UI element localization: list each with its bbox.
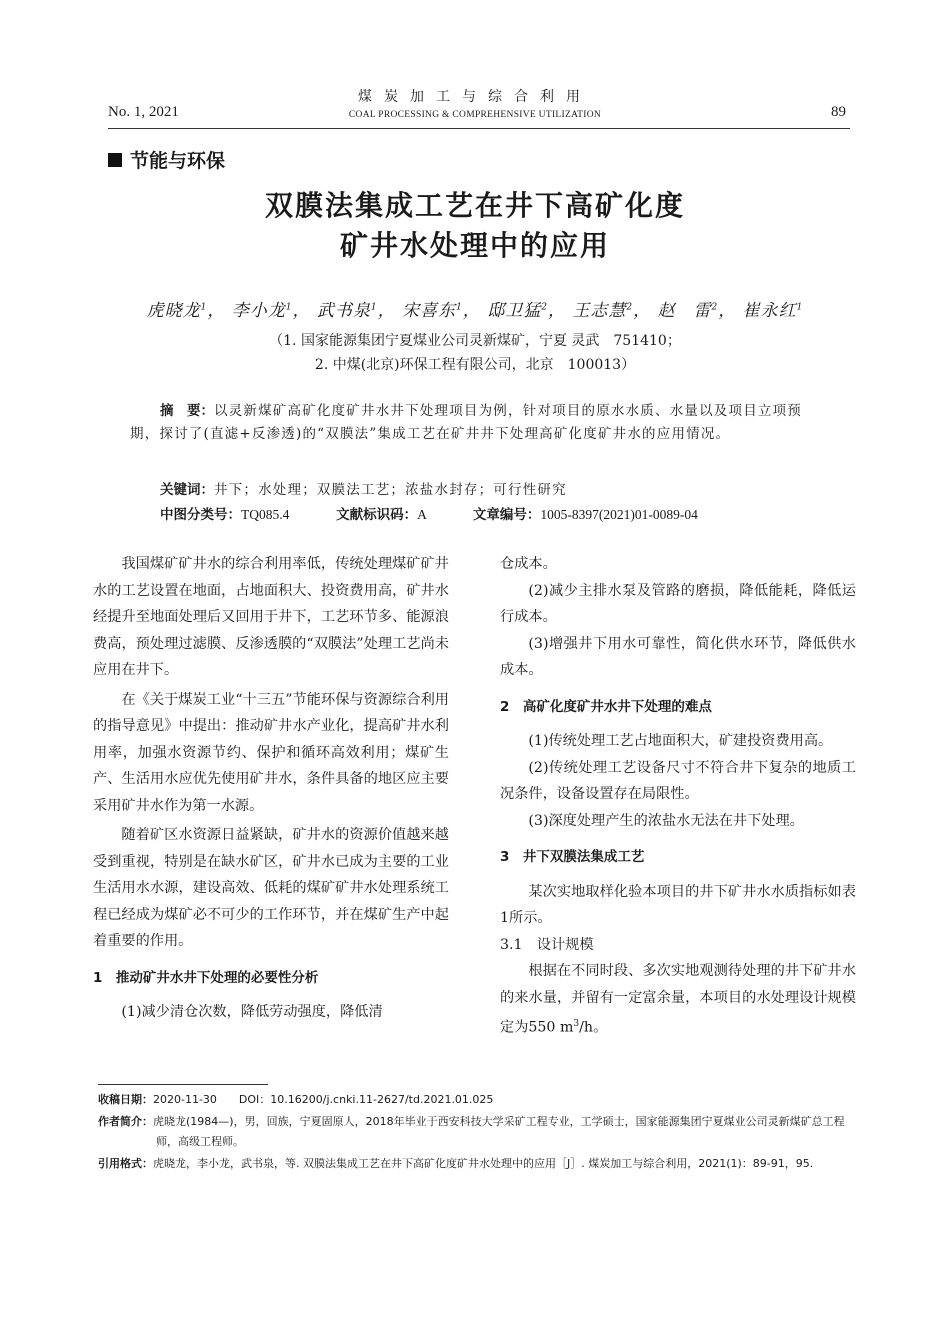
keywords-label: 关键词： bbox=[160, 482, 214, 498]
classification-line bbox=[130, 503, 860, 527]
paragraph: (1)传统处理工艺占地面积大，矿建投资费用高。 bbox=[528, 733, 833, 749]
section-heading-2: 2 高矿化度矿井水井下处理的难点 bbox=[500, 698, 712, 715]
citation-note: 引用格式：虎晓龙，李小龙，武书泉，等. 双膜法集成工艺在井下高矿化度矿井水处理中的应用［J］. 煤炭加工与综合利用，2021(1)：89-91，95. bbox=[98, 1157, 814, 1170]
abstract bbox=[130, 400, 830, 446]
paragraph: (3)深度处理产生的浓盐水无法在井下处理。 bbox=[528, 812, 804, 829]
author: 武书泉$^1$ bbox=[316, 301, 378, 321]
section-heading-3: 3 井下双膜法集成工艺 bbox=[500, 849, 645, 865]
affiliation-1: （1. 国家能源集团宁夏煤业公司灵新煤矿，宁夏 灵武 751410； bbox=[269, 333, 681, 349]
clc-value: TQ085.4 bbox=[241, 507, 290, 522]
abstract-label: 摘 要： bbox=[160, 403, 214, 419]
author: 虎晓龙$^1$ bbox=[146, 301, 208, 321]
section-heading-1: 1 推动矿井水井下处理的必要性分析 bbox=[93, 969, 319, 986]
paragraph: (2)传统处理工艺设备尺寸不符合井下复杂的地质工况条件，设备设置存在局限性。 bbox=[500, 759, 856, 802]
author: 赵 雷$^2$ bbox=[657, 301, 719, 321]
article-number-label: 文章编号： bbox=[472, 507, 541, 523]
paper-title bbox=[0, 186, 950, 266]
section-heading bbox=[108, 146, 225, 173]
author: 崔永红$^1$ bbox=[742, 301, 804, 321]
keywords bbox=[130, 479, 830, 502]
author: 王志慧$^2$ bbox=[572, 301, 634, 321]
subsection-heading: 3.1 设计规模 bbox=[500, 936, 594, 953]
paragraph: 随着矿区水资源日益紧缺，矿井水的资源价值越来越受到重视，特别是在缺水矿区，矿井水已成为主要的工业生活用水水源，建设高效、低耗的煤矿矿井水处理系统工程已经成为煤矿必不可少的工作环节，并在煤矿生产中起着重要的作用。 bbox=[93, 827, 449, 949]
paragraph: (1)减少清仓次数，降低劳动强度，降低清 bbox=[121, 1004, 383, 1020]
journal-name-cn: 煤炭加工与综合利用 bbox=[358, 89, 592, 105]
section-label: 节能与环保 bbox=[130, 150, 226, 172]
author-list: 虎晓龙$^1$， 李小龙$^1$， 武书泉$^1$， 宋喜东$^1$， 邸卫猛$^2$， 王志慧$^2$， 赵 雷$^2$， 崔永红$^1$ bbox=[146, 301, 804, 321]
doc-code-value: A bbox=[417, 507, 427, 522]
affiliation-2: 2. 中煤(北京)环保工程有限公司，北京 100013） bbox=[314, 357, 636, 373]
author-bio-note: 作者简介：虎晓龙(1984—)，男，回族，宁夏固原人，2018年毕业于西安科技大学采矿工程专业，工学硕士，国家能源集团宁夏煤业公司灵新煤矿总工程师，高级工程师。 bbox=[98, 1115, 845, 1148]
author: 李小龙$^1$ bbox=[231, 301, 293, 321]
doc-code-label: 文献标识码： bbox=[336, 507, 418, 523]
right-column bbox=[500, 551, 856, 1041]
keywords-text: 井下；水处理；双膜法工艺；浓盐水封存；可行性研究 bbox=[214, 482, 567, 498]
title-line-1: 双膜法集成工艺在井下高矿化度 bbox=[264, 189, 685, 222]
header-divider bbox=[108, 128, 850, 129]
received-date-note: 收稿日期：2020-11-30 DOI：10.16200/j.cnki.11-2627/td.2021.01.025 bbox=[98, 1093, 494, 1106]
clc-label: 中图分类号： bbox=[160, 507, 241, 523]
paragraph: 某次实地取样化验本项目的井下矿井水水质指标如表1所示。 bbox=[500, 883, 856, 926]
paragraph: 我国煤矿矿井水的综合利用率低，传统处理煤矿矿井水的工艺设置在地面，占地面积大、投资费用高，矿井水经提升至地面处理后又回用于井下，工艺环节多、能源浪费高，预处理过滤膜、反渗透膜的“双膜法”处理工艺尚未应用在井下。 bbox=[93, 556, 449, 678]
paragraph: (3)增强井下用水可靠性，简化供水环节，降低供水成本。 bbox=[500, 635, 856, 678]
square-bullet-icon bbox=[108, 153, 122, 167]
paragraph: (2)减少主排水泵及管路的磨损，降低能耗，降低运行成本。 bbox=[500, 582, 856, 625]
paragraph: 仓成本。 bbox=[500, 556, 557, 572]
page-number: 89 bbox=[831, 104, 846, 120]
title-line-2: 矿井水处理中的应用 bbox=[339, 229, 610, 262]
journal-name-en: COAL PROCESSING & COMPREHENSIVE UTILIZATION bbox=[348, 110, 602, 120]
left-column bbox=[93, 551, 449, 1026]
journal-header bbox=[0, 86, 950, 120]
author: 邸卫猛$^2$ bbox=[487, 301, 548, 321]
paragraph: 根据在不同时段、多次实地观测待处理的井下矿井水的来水量，并留有一定富余量，本项目的水处理设计规模定为550 $m^3/h$。 bbox=[500, 963, 856, 1036]
footnote-divider bbox=[98, 1084, 268, 1085]
issue-number: No. 1, 2021 bbox=[108, 104, 179, 120]
author: 宋喜东$^1$ bbox=[402, 301, 463, 321]
article-number-value: 1005-8397(2021)01-0089-04 bbox=[540, 507, 698, 522]
paragraph: 在《关于煤炭工业“十三五”节能环保与资源综合利用的指导意见》中提出：推动矿井水产业化，提高矿井水利用率，加强水资源节约、保护和循环高效利用；煤矿生产、生活用水应优先使用矿井水，条件具备的地区应主要采用矿井水作为第一水源。 bbox=[93, 691, 449, 814]
abstract-text: 以灵新煤矿高矿化度矿井水井下处理项目为例，针对项目的原水水质、水量以及项目立项预期，探讨了(直滤+反渗透)的“双膜法”集成工艺在矿井井下处理高矿化度矿井水的应用情况。 bbox=[130, 403, 802, 442]
